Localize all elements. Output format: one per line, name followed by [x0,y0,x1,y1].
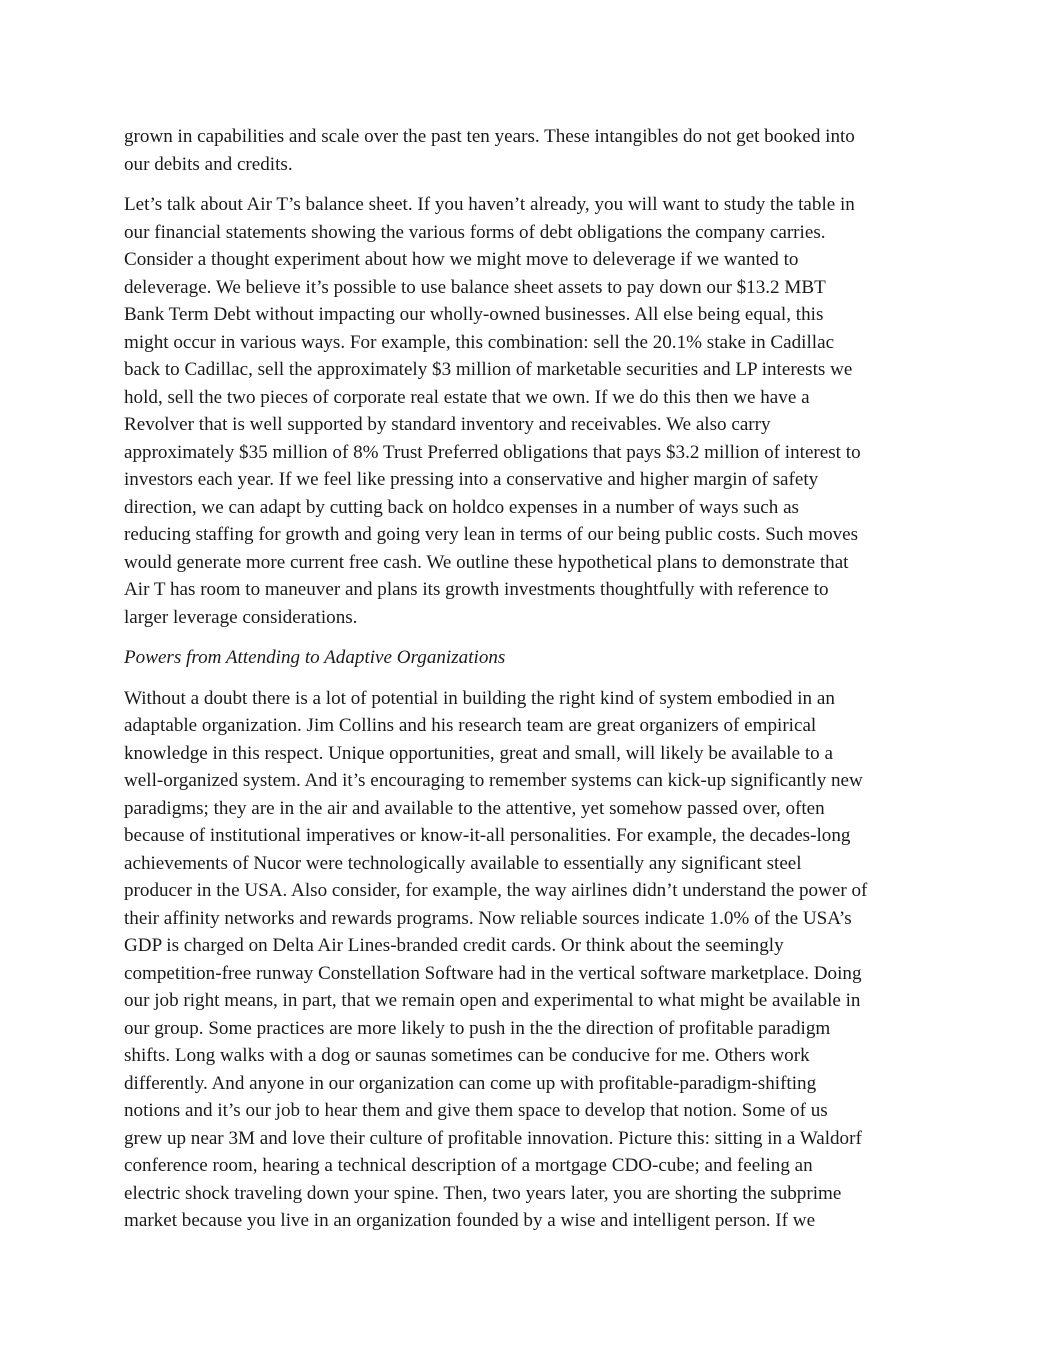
paragraph-adaptive-organizations: Without a doubt there is a lot of potential in building the right kind of system embodied in an adaptable organization. Jim Collins and his research team are great organizers of empirical knowledge in this respect. Unique opportunities, great and small, will likely be available to a well-organized system. And it’s encouraging to remember systems can kick-up significantly new paradigms; they are in the air and available to the attentive, yet somehow passed over, often because of institutional imperatives or know-it-all personalities. For example, the decades-long achievements of Nucor were technologically available to essentially any significant steel producer in the USA. Also consider, for example, the way airlines didn’t understand the power of their affinity networks and rewards programs. Now reliable sources indicate 1.0% of the USA’s GDP is charged on Delta Air Lines-branded credit cards. Or think about the seemingly competition-free runway Constellation Software had in the vertical software marketplace. Doing our job right means, in part, that we remain open and experimental to what might be available in our group. Some practices are more likely to push in the the direction of profitable paradigm shifts. Long walks with a dog or saunas sometimes can be conducive for me. Others work differently. And anyone in our organization can come up with profitable-paradigm-shifting notions and it’s our job to hear them and give them space to develop that notion. Some of us grew up near 3M and love their culture of profitable innovation. Picture this: sitting in a Waldorf conference room, hearing a technical description of a mortgage CDO-cube; and feeling an electric shock traveling down your spine. Then, two years later, you are shorting the subprime market because you live in an organization founded by a wise and intelligent person. If we [124,687,868,1231]
paragraph-balance-sheet: Let’s talk about Air T’s balance sheet. If you haven’t already, you will want to study the table in our financial statements showing the various forms of debt obligations the company carries. Consider a thought experiment about how we might move to deleverage if we wanted to deleverage. We believe it’s possible to use balance sheet assets to pay down our $13.2 MBT Bank Term Debt without impacting our wholly-owned businesses. All else being equal, this might occur in various ways. For example, this combination: sell the 20.1% stake in Cadillac back to Cadillac, sell the approximately $3 million of marketable securities and LP interests we hold, sell the two pieces of corporate real estate that we own. If we do this then we have a Revolver that is well supported by standard inventory and receivables. We also carry approximately $35 million of 8% Trust Preferred obligations that pays $3.2 million of interest to investors each year. If we feel like pressing into a conservative and higher margin of safety direction, we can adapt by cutting back on holdco expenses in a number of ways such as reducing staffing for growth and going very lean in terms of our being public costs. Such moves would generate more current free cash. We outline these hypothetical plans to demonstrate that Air T has room to maneuver and plans its growth investments thoughtfully with reference to larger leverage considerations. [124,194,861,628]
document-page [124,123,936,1248]
section-heading: Powers from Attending to Adaptive Organizations [124,647,506,668]
paragraph-intro: grown in capabilities and scale over the past ten years. These intangibles do not get booked into our debits and credits. [124,126,855,175]
